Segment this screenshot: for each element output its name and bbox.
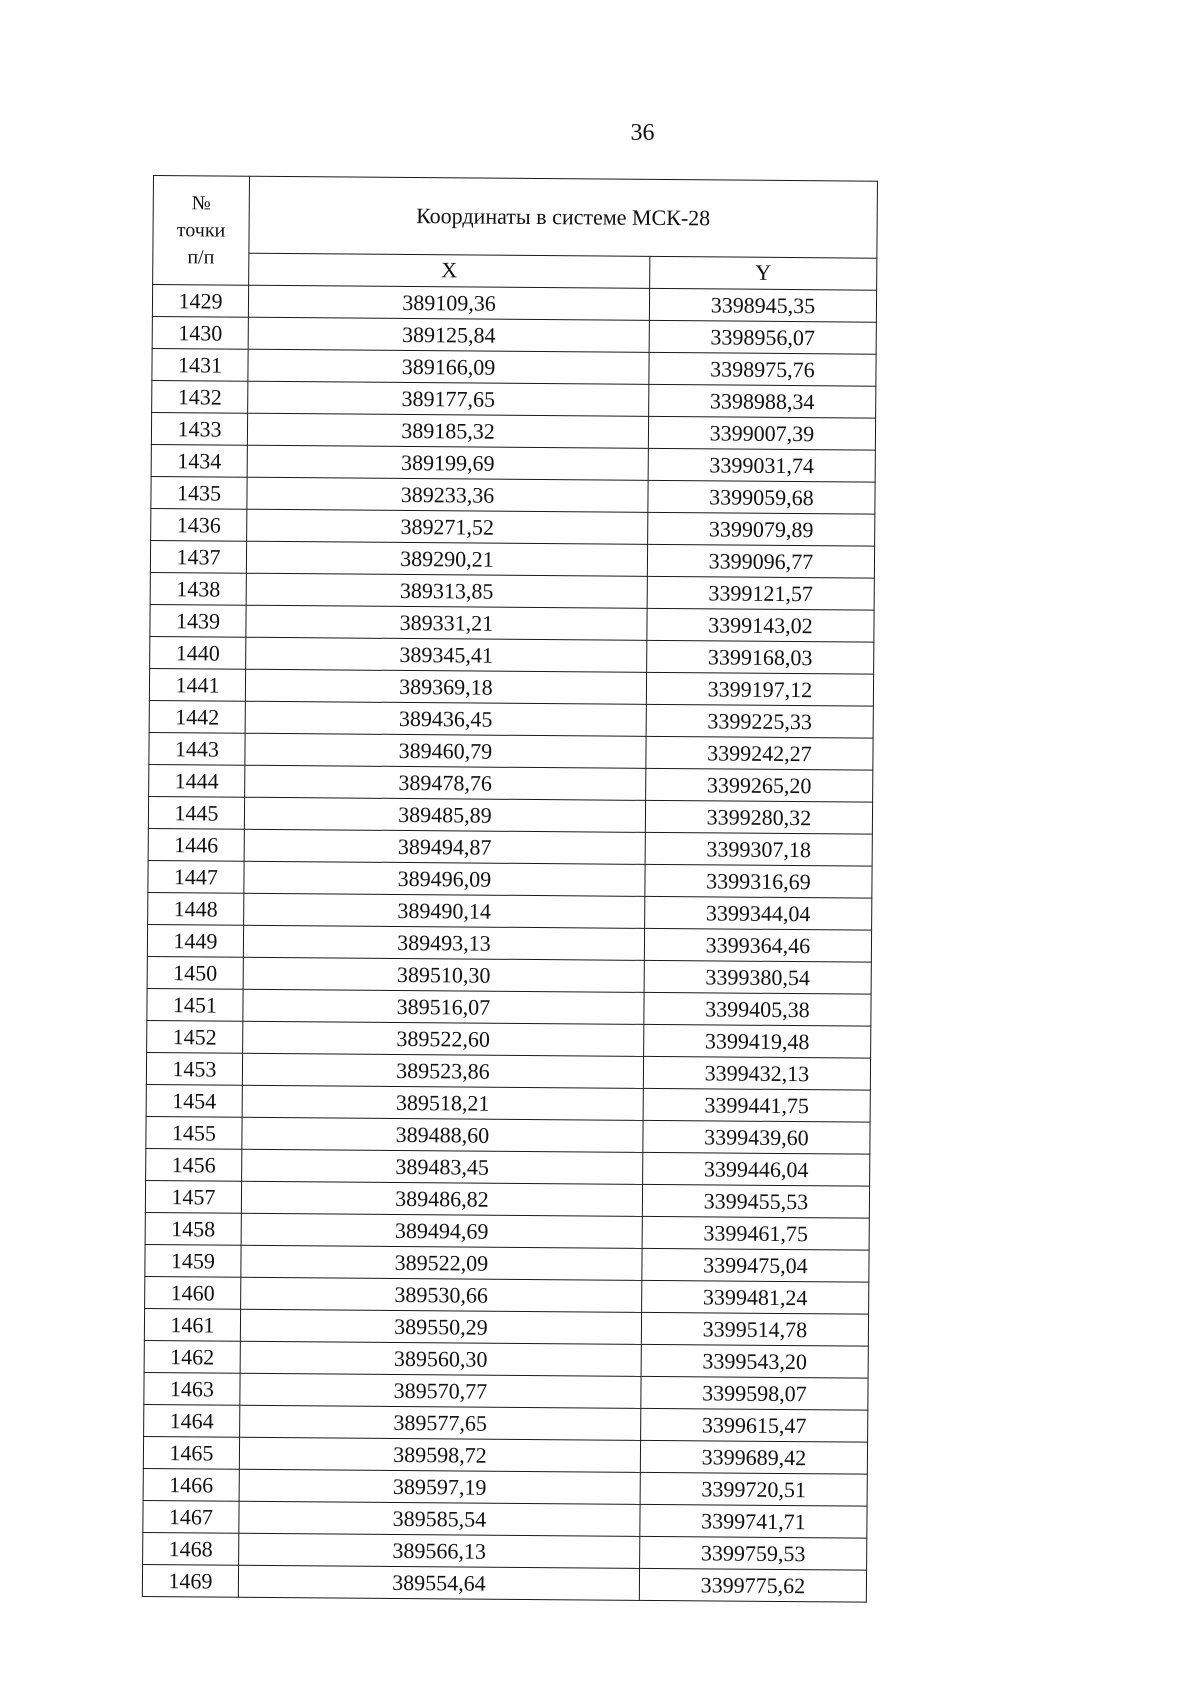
x-coordinate-cell: 389577,65: [240, 1405, 641, 1440]
x-coordinate-cell: 389523,86: [242, 1053, 643, 1088]
x-coordinate-cell: 389494,87: [244, 829, 645, 864]
y-coordinate-cell: 3399197,12: [646, 672, 873, 706]
y-coordinate-cell: 3399461,75: [642, 1216, 869, 1250]
y-coordinate-cell: 3399598,07: [641, 1376, 868, 1410]
x-coordinate-cell: 389166,09: [248, 349, 649, 384]
y-coordinate-cell: 3399615,47: [641, 1408, 868, 1442]
x-coordinate-cell: 389490,14: [244, 893, 645, 928]
x-coordinate-cell: 389436,45: [245, 701, 646, 736]
y-coordinate-cell: 3399168,03: [647, 640, 874, 674]
point-number-cell: 1436: [151, 508, 247, 541]
x-coordinate-cell: 389488,60: [242, 1117, 643, 1152]
x-coordinate-cell: 389199,69: [247, 445, 648, 480]
point-number-cell: 1460: [145, 1276, 241, 1309]
y-coordinate-cell: 3399475,04: [642, 1248, 869, 1282]
x-coordinate-cell: 389345,41: [246, 637, 647, 672]
point-number-header: № точки п/п: [153, 176, 250, 286]
x-column-header: X: [249, 253, 650, 288]
x-coordinate-cell: 389554,64: [238, 1565, 639, 1600]
y-coordinate-cell: 3399096,77: [647, 544, 874, 578]
y-coordinate-cell: 3399514,78: [641, 1312, 868, 1346]
y-coordinate-cell: 3399380,54: [644, 960, 871, 994]
point-number-cell: 1443: [149, 732, 245, 765]
y-coordinate-cell: 3399419,48: [644, 1024, 871, 1058]
x-coordinate-cell: 389598,72: [239, 1437, 640, 1472]
x-coordinate-cell: 389522,60: [243, 1021, 644, 1056]
y-coordinate-cell: 3399775,62: [639, 1568, 866, 1602]
point-number-cell: 1431: [152, 348, 248, 381]
coordinates-header: Координаты в системе МСК-28: [249, 176, 878, 258]
x-coordinate-cell: 389550,29: [240, 1309, 641, 1344]
page-number: 36: [630, 120, 655, 146]
y-coordinate-cell: 3399121,57: [647, 576, 874, 610]
point-number-cell: 1458: [145, 1212, 241, 1245]
x-coordinate-cell: 389486,82: [241, 1181, 642, 1216]
y-coordinate-cell: 3399720,51: [640, 1472, 867, 1506]
point-number-cell: 1434: [151, 444, 247, 477]
point-number-cell: 1449: [147, 924, 243, 957]
point-number-cell: 1468: [143, 1532, 239, 1565]
x-coordinate-cell: 389460,79: [245, 733, 646, 768]
point-number-cell: 1459: [145, 1244, 241, 1277]
point-number-cell: 1438: [150, 572, 246, 605]
x-coordinate-cell: 389483,45: [242, 1149, 643, 1184]
x-coordinate-cell: 389597,19: [239, 1469, 640, 1504]
y-coordinate-cell: 3398988,34: [649, 384, 876, 418]
x-coordinate-cell: 389177,65: [248, 381, 649, 416]
y-coordinate-cell: 3398975,76: [649, 352, 876, 386]
x-coordinate-cell: 389109,36: [248, 285, 649, 320]
y-column-header: Y: [650, 256, 877, 290]
y-coordinate-cell: 3399059,68: [648, 480, 875, 514]
point-number-cell: 1454: [146, 1084, 242, 1117]
point-number-cell: 1456: [146, 1148, 242, 1181]
y-coordinate-cell: 3399307,18: [645, 832, 872, 866]
table-row: [142, 1564, 866, 1602]
y-coordinate-cell: 3398956,07: [649, 320, 876, 354]
point-number-cell: 1466: [143, 1468, 239, 1501]
point-number-cell: 1469: [142, 1564, 238, 1597]
x-coordinate-cell: 389313,85: [246, 573, 647, 608]
point-number-cell: 1451: [147, 988, 243, 1021]
y-coordinate-cell: 3399405,38: [644, 992, 871, 1026]
x-coordinate-cell: 389485,89: [244, 797, 645, 832]
y-coordinate-cell: 3399225,33: [646, 704, 873, 738]
x-coordinate-cell: 389560,30: [240, 1341, 641, 1376]
coordinates-table: [142, 175, 878, 1603]
point-number-cell: 1433: [151, 412, 247, 445]
x-coordinate-cell: 389185,32: [247, 413, 648, 448]
x-coordinate-cell: 389290,21: [246, 541, 647, 576]
x-coordinate-cell: 389493,13: [243, 925, 644, 960]
x-coordinate-cell: 389510,30: [243, 957, 644, 992]
y-coordinate-cell: 3399432,13: [643, 1056, 870, 1090]
x-coordinate-cell: 389522,09: [241, 1245, 642, 1280]
point-number-cell: 1432: [152, 380, 248, 413]
y-coordinate-cell: 3399316,69: [645, 864, 872, 898]
point-number-cell: 1463: [144, 1372, 240, 1405]
point-number-cell: 1465: [143, 1436, 239, 1469]
x-coordinate-cell: 389233,36: [247, 477, 648, 512]
point-number-cell: 1440: [150, 636, 246, 669]
y-coordinate-cell: 3399759,53: [640, 1536, 867, 1570]
x-coordinate-cell: 389478,76: [245, 765, 646, 800]
point-number-cell: 1448: [148, 892, 244, 925]
x-coordinate-cell: 389566,13: [239, 1533, 640, 1568]
point-number-cell: 1446: [148, 828, 244, 861]
point-number-cell: 1452: [147, 1020, 243, 1053]
x-coordinate-cell: 389369,18: [245, 669, 646, 704]
point-number-cell: 1450: [147, 956, 243, 989]
point-number-cell: 1453: [146, 1052, 242, 1085]
point-number-cell: 1467: [143, 1500, 239, 1533]
point-number-cell: 1439: [150, 604, 246, 637]
x-coordinate-cell: 389271,52: [247, 509, 648, 544]
point-number-cell: 1429: [152, 285, 248, 318]
y-coordinate-cell: 3399007,39: [648, 416, 875, 450]
y-coordinate-cell: 3399543,20: [641, 1344, 868, 1378]
point-number-cell: 1441: [149, 668, 245, 701]
y-coordinate-cell: 3399242,27: [646, 736, 873, 770]
y-coordinate-cell: 3399143,02: [647, 608, 874, 642]
point-number-cell: 1437: [150, 540, 246, 573]
point-number-cell: 1457: [145, 1180, 241, 1213]
point-number-cell: 1442: [149, 700, 245, 733]
y-coordinate-cell: 3399439,60: [643, 1120, 870, 1154]
point-number-cell: 1435: [151, 476, 247, 509]
point-number-cell: 1455: [146, 1116, 242, 1149]
x-coordinate-cell: 389570,77: [240, 1373, 641, 1408]
x-coordinate-cell: 389331,21: [246, 605, 647, 640]
y-coordinate-cell: 3399455,53: [642, 1184, 869, 1218]
y-coordinate-cell: 3399446,04: [643, 1152, 870, 1186]
x-coordinate-cell: 389530,66: [241, 1277, 642, 1312]
y-coordinate-cell: 3399344,04: [645, 896, 872, 930]
y-coordinate-cell: 3399441,75: [643, 1088, 870, 1122]
point-number-cell: 1447: [148, 860, 244, 893]
x-coordinate-cell: 389125,84: [248, 317, 649, 352]
y-coordinate-cell: 3399741,71: [640, 1504, 867, 1538]
point-number-cell: 1430: [152, 316, 248, 349]
x-coordinate-cell: 389496,09: [244, 861, 645, 896]
x-coordinate-cell: 389518,21: [242, 1085, 643, 1120]
x-coordinate-cell: 389516,07: [243, 989, 644, 1024]
x-coordinate-cell: 389585,54: [239, 1501, 640, 1536]
y-coordinate-cell: 3399280,32: [645, 800, 872, 834]
y-coordinate-cell: 3399689,42: [640, 1440, 867, 1474]
y-coordinate-cell: 3399364,46: [644, 928, 871, 962]
y-coordinate-cell: 3399481,24: [642, 1280, 869, 1314]
point-number-cell: 1461: [144, 1308, 240, 1341]
point-number-cell: 1462: [144, 1340, 240, 1373]
x-coordinate-cell: 389494,69: [241, 1213, 642, 1248]
y-coordinate-cell: 3399265,20: [646, 768, 873, 802]
point-number-cell: 1464: [144, 1404, 240, 1437]
point-number-cell: 1445: [148, 796, 244, 829]
y-coordinate-cell: 3399031,74: [648, 448, 875, 482]
table-body: [142, 285, 876, 1603]
point-number-cell: 1444: [149, 764, 245, 797]
y-coordinate-cell: 3398945,35: [649, 288, 876, 322]
y-coordinate-cell: 3399079,89: [648, 512, 875, 546]
